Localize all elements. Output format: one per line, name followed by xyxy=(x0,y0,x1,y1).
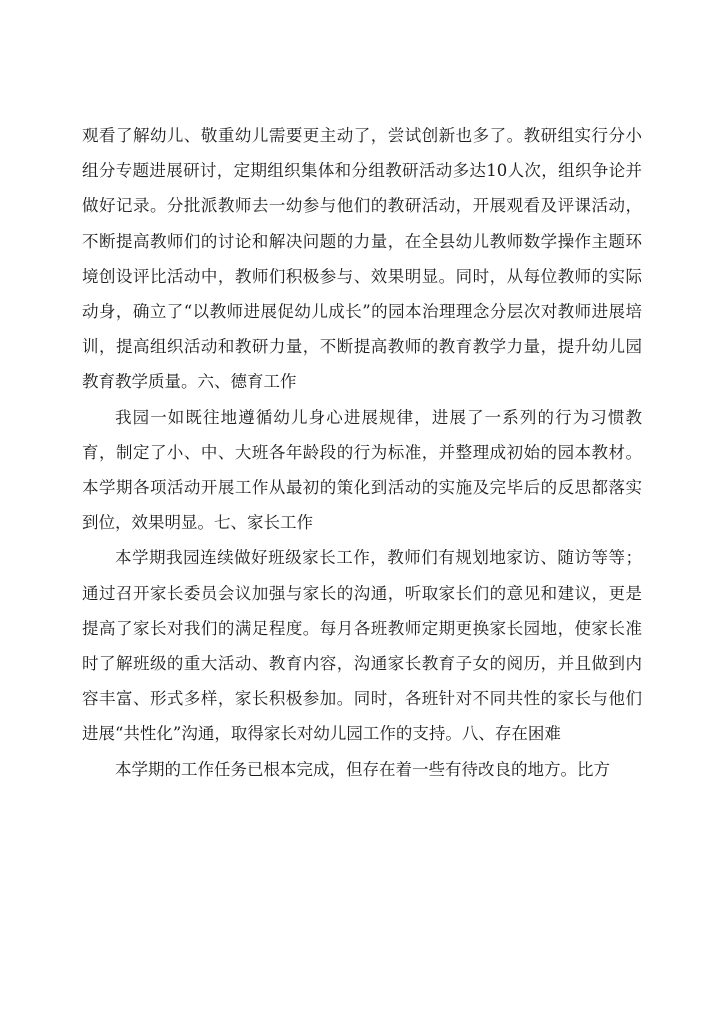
body-paragraph: 我园一如既往地遵循幼儿身心进展规律，进展了一系列的行为习惯教育，制定了小、中、大班各年龄段的行为标准，并整理成初始的园本教材。本学期各项活动开展工作从最初的策化到活动的实施及完毕后的反思都落实到位，效果明显。七、家长工作 xyxy=(82,407,642,533)
document-body xyxy=(82,118,642,787)
body-paragraph: 本学期我园连续做好班级家长工作，教师们有规划地家访、随访等等；通过召开家长委员会议加强与家长的沟通，听取家长们的意见和建议，更是提高了家长对我们的满足程度。每月各班教师定期更换家长园地，使家长准时了解班级的重大活动、教育内容，沟通家长教育子女的阅历，并且做到内容丰富、形式多样，家长积极参加。同时，各班针对不同共性的家长与他们进展“共性化”沟通，取得家长对幼儿园工作的支持。八、存在困难 xyxy=(82,548,642,744)
body-paragraph: 本学期的工作任务已根本完成，但存在着一些有待改良的地方。比方 xyxy=(115,759,610,779)
body-paragraph: 观看了解幼儿、敬重幼儿需要更主动了，尝试创新也多了。教研组实行分小组分专题进展研讨，定期组织集体和分组教研活动多达10人次，组织争论并做好记录。分批派教师去一幼参与他们的教研活动，开展观看及评课活动，不断提高教师们的讨论和解决问题的力量，在全县幼儿教师数学操作主题环境创设评比活动中，教师们积极参与、效果明显。同时，从每位教师的实际动身，确立了“以教师进展促幼儿成长”的园本治理理念分层次对教师进展培训，提高组织活动和教研力量，不断提高教师的教育教学力量，提升幼儿园教育教学质量。六、德育工作 xyxy=(82,126,642,392)
